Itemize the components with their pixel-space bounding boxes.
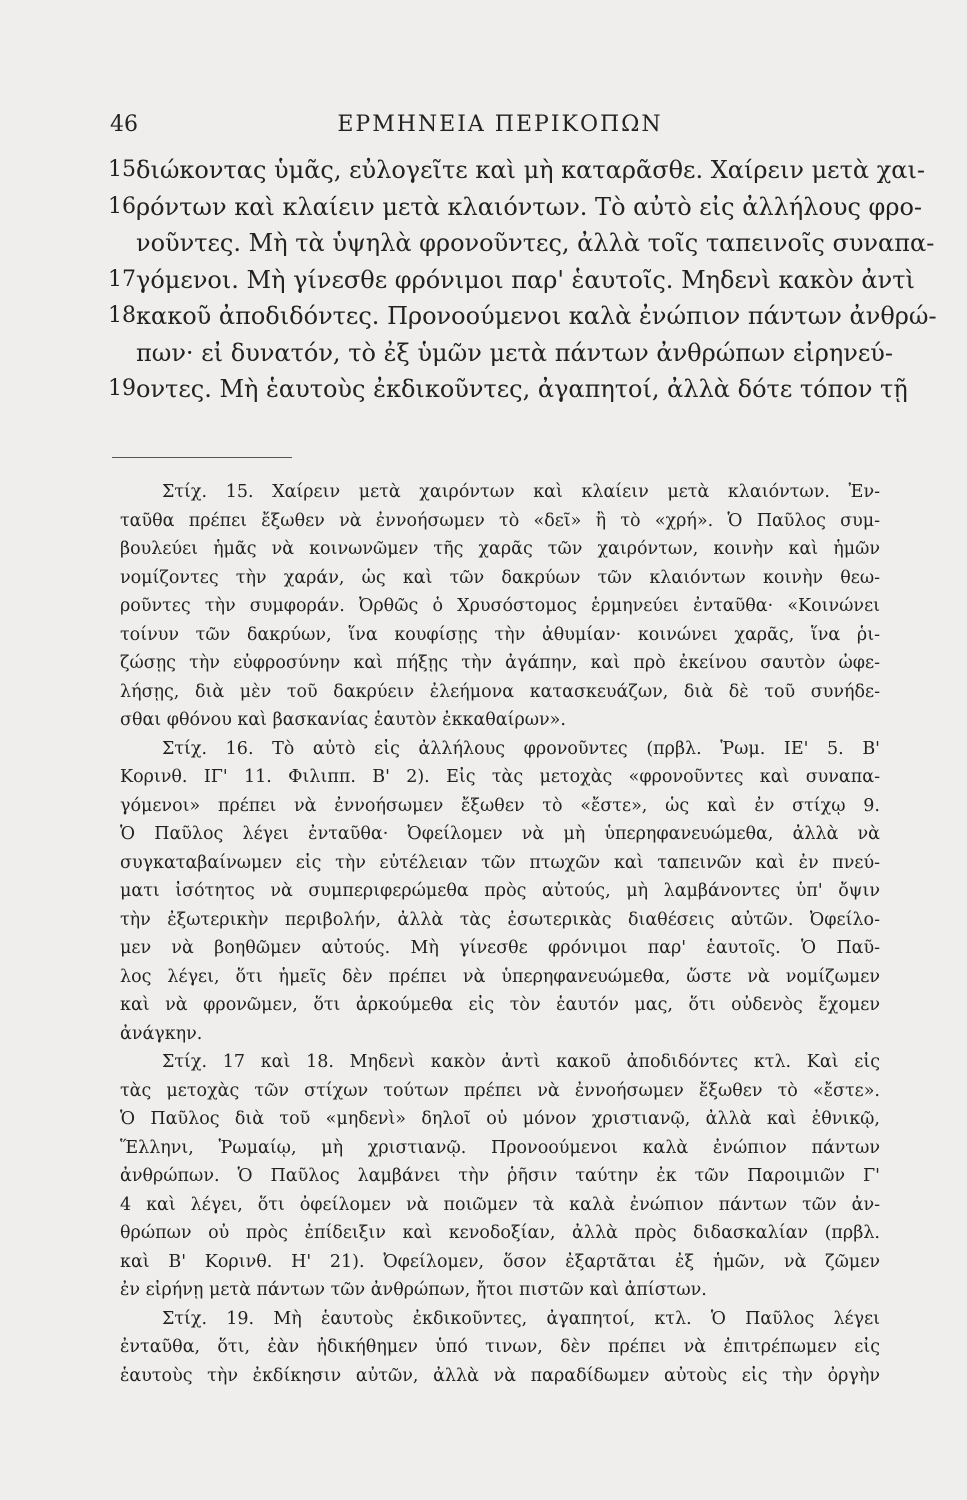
commentary-line: Ἕλληνι, Ῥωμαίῳ, μὴ χριστιανῷ. Προνοούμενοι καλὰ ἐνώπιον πάντων [120, 1137, 880, 1158]
page-number: 46 [110, 112, 138, 137]
verse-text: ρόντων καὶ κλαίειν μετὰ κλαιόντων. Τὸ αὐτὸ εἰς ἀλλήλους φρο- [136, 192, 923, 221]
commentary-line: ἀνάγκην. [120, 1023, 203, 1044]
commentary-line: νομίζοντες τὴν χαράν, ὡς καὶ τῶν δακρύων τῶν κλαιόντων κοινὴν θεω- [120, 567, 880, 588]
commentary-line: ἐν εἰρήνῃ μετὰ πάντων τῶν ἀνθρώπων, ἤτοι πιστῶν καὶ ἀπίστων. [120, 1280, 707, 1300]
verse-text: γόμενοι. Μὴ γίνεσθε φρόνιμοι παρ' ἑαυτοῖς. Μηδενὶ κακὸν ἀντὶ [136, 265, 915, 294]
commentary-line: τὰς μετοχὰς τῶν στίχων τούτων πρέπει νὰ ἐννοήσωμεν ἔξωθεν τὸ «ἔστε». [120, 1080, 880, 1101]
commentary-line: ἀνθρώπων. Ὁ Παῦλος λαμβάνει τὴν ῥῆσιν ταύτην ἐκ τῶν Παροιμιῶν Γ' [120, 1166, 880, 1186]
commentary-line: γόμενοι» πρέπει νὰ ἐννοήσωμεν ἔξωθεν τὸ «ἔστε», ὡς καὶ ἐν στίχῳ 9. [120, 795, 880, 816]
verse-text: κακοῦ ἀποδιδόντες. Προνοούμενοι καλὰ ἐνώπιον πάντων ἀνθρώ- [136, 302, 937, 330]
commentary-text [120, 478, 880, 1390]
commentary-line: τὴν ἐξωτερικὴν περιβολήν, ἀλλὰ τὰς ἐσωτερικὰς διαθέσεις αὐτῶν. Ὀφείλο- [120, 909, 880, 930]
commentary-line: λος λέγει, ὅτι ἡμεῖς δὲν πρέπει νὰ ὑπερηφανευώμεθα, ὥστε νὰ νομίζωμεν [120, 966, 880, 987]
verse-text: οντες. Μὴ ἑαυτοὺς ἐκδικοῦντες, ἀγαπητοί, ἀλλὰ δότε τόπον τῇ [136, 375, 908, 403]
verse-number: 15 [108, 157, 136, 182]
verse-line [108, 335, 893, 372]
verse-number: 19 [108, 376, 136, 401]
running-title: ΕΡΜΗΝΕΙΑ ΠΕΡΙΚΟΠΩΝ [337, 112, 663, 137]
verse-line [108, 371, 908, 408]
verse-text: πων· εἰ δυνατόν, τὸ ἐξ ὑμῶν μετὰ πάντων ἀνθρώπων εἰρηνεύ- [136, 338, 893, 367]
commentary-line: λήσῃς, διὰ μὲν τοῦ δακρύειν ἐλεήμονα κατασκευάζων, διὰ δὲ τοῦ συνήδε- [120, 681, 880, 702]
commentary-line: Ὁ Παῦλος διὰ τοῦ «μηδενὶ» δηλοῖ οὐ μόνον χριστιανῷ, ἀλλὰ καὶ ἐθνικῷ, [120, 1109, 880, 1129]
commentary-line: τοίνυν τῶν δακρύων, ἵνα κουφίσῃς τὴν ἀθυμίαν· κοινώνει χαρᾶς, ἵνα ῥι- [120, 624, 880, 645]
commentary-line: Στίχ. 17 καὶ 18. Μηδενὶ κακὸν ἀντὶ κακοῦ ἀποδιδόντες κτλ. Καὶ εἰς [162, 1052, 880, 1072]
scripture-text [108, 152, 937, 408]
commentary-line: 4 καὶ λέγει, ὅτι ὀφείλομεν νὰ ποιῶμεν τὰ καλὰ ἐνώπιον πάντων τῶν ἀν- [120, 1194, 880, 1215]
verse-text: διώκοντας ὑμᾶς, εὐλογεῖτε καὶ μὴ καταρᾶσθε. Χαίρειν μετὰ χαι- [136, 156, 925, 184]
verse-line [108, 152, 925, 189]
page-header [110, 112, 890, 152]
commentary-line: συγκαταβαίνωμεν εἰς τὴν εὐτέλειαν τῶν πτωχῶν καὶ ταπεινῶν καὶ ἐν πνεύ- [120, 852, 880, 873]
verse-number: 18 [108, 303, 136, 328]
commentary-line: Ὁ Παῦλος λέγει ἐνταῦθα· Ὀφείλομεν νὰ μὴ ὑπερηφανευώμεθα, ἀλλὰ νὰ [120, 824, 880, 844]
commentary-line: Κορινθ. ΙΓ' 11. Φιλιππ. Β' 2). Εἰς τὰς μετοχὰς «φρονοῦντες καὶ συναπα- [120, 767, 880, 787]
verse-line [108, 298, 937, 335]
commentary-line: Στίχ. 19. Μὴ ἑαυτοὺς ἐκδικοῦντες, ἀγαπητοί, κτλ. Ὁ Παῦλος λέγει [162, 1308, 880, 1329]
commentary-line: βουλεύει ἡμᾶς νὰ κοινωνῶμεν τῆς χαρᾶς τῶν χαιρόντων, κοινὴν καὶ ἡμῶν [120, 539, 880, 559]
verse-text: νοῦντες. Μὴ τὰ ὑψηλὰ φρονοῦντες, ἀλλὰ τοῖς ταπεινοῖς συναπα- [136, 229, 935, 257]
commentary-line: ἑαυτοὺς τὴν ἐκδίκησιν αὐτῶν, ἀλλὰ νὰ παραδίδωμεν αὐτοὺς εἰς τὴν ὀργὴν [120, 1365, 880, 1386]
verse-line [108, 262, 915, 299]
section-divider [112, 457, 292, 458]
commentary-line: καὶ Β' Κορινθ. Η' 21). Ὀφείλομεν, ὅσον ἐξαρτᾶται ἐξ ἡμῶν, νὰ ζῶμεν [120, 1251, 880, 1272]
commentary-line: Στίχ. 16. Τὸ αὐτὸ εἰς ἀλλήλους φρονοῦντες (πρβλ. Ῥωμ. ΙΕ' 5. Β' [162, 738, 880, 759]
commentary-line: Στίχ. 15. Χαίρειν μετὰ χαιρόντων καὶ κλαίειν μετὰ κλαιόντων. Ἐν- [162, 482, 880, 502]
commentary-line: ροῦντες τὴν συμφοράν. Ὀρθῶς ὁ Χρυσόστομος ἑρμηνεύει ἐνταῦθα· «Κοινώνει [120, 596, 880, 616]
commentary-line: ἐνταῦθα, ὅτι, ἐὰν ἠδικήθημεν ὑπό τινων, δὲν πρέπει νὰ ἐπιτρέπωμεν εἰς [120, 1337, 880, 1357]
commentary-line: ταῦθα πρέπει ἔξωθεν νὰ ἐννοήσωμεν τὸ «δεῖ» ἢ τὸ «χρή». Ὁ Παῦλος συμ- [120, 510, 880, 531]
verse-line [108, 189, 923, 226]
verse-number: 17 [108, 266, 136, 292]
commentary-line: θρώπων οὐ πρὸς ἐπίδειξιν καὶ κενοδοξίαν, ἀλλὰ πρὸς διδασκαλίαν (πρβλ. [120, 1223, 880, 1243]
commentary-line: σθαι φθόνου καὶ βασκανίας ἑαυτὸν ἐκκαθαίρων». [120, 710, 566, 730]
commentary-line: καὶ νὰ φρονῶμεν, ὅτι ἀρκούμεθα εἰς τὸν ἑαυτόν μας, ὅτι οὐδενὸς ἔχομεν [120, 995, 880, 1015]
verse-line [108, 225, 935, 262]
commentary-line: ματι ἰσότητος νὰ συμπεριφερώμεθα πρὸς αὐτούς, μὴ λαμβάνοντες ὑπ' ὄψιν [120, 881, 880, 901]
commentary-line: ζώσῃς τὴν εὐφροσύνην καὶ πήξῃς τὴν ἀγάπην, καὶ πρὸ ἐκείνου σαυτὸν ὠφε- [120, 653, 880, 673]
verse-number: 16 [108, 193, 136, 219]
commentary-line: μεν νὰ βοηθῶμεν αὐτούς. Μὴ γίνεσθε φρόνιμοι παρ' ἑαυτοῖς. Ὁ Παῦ- [120, 938, 880, 958]
